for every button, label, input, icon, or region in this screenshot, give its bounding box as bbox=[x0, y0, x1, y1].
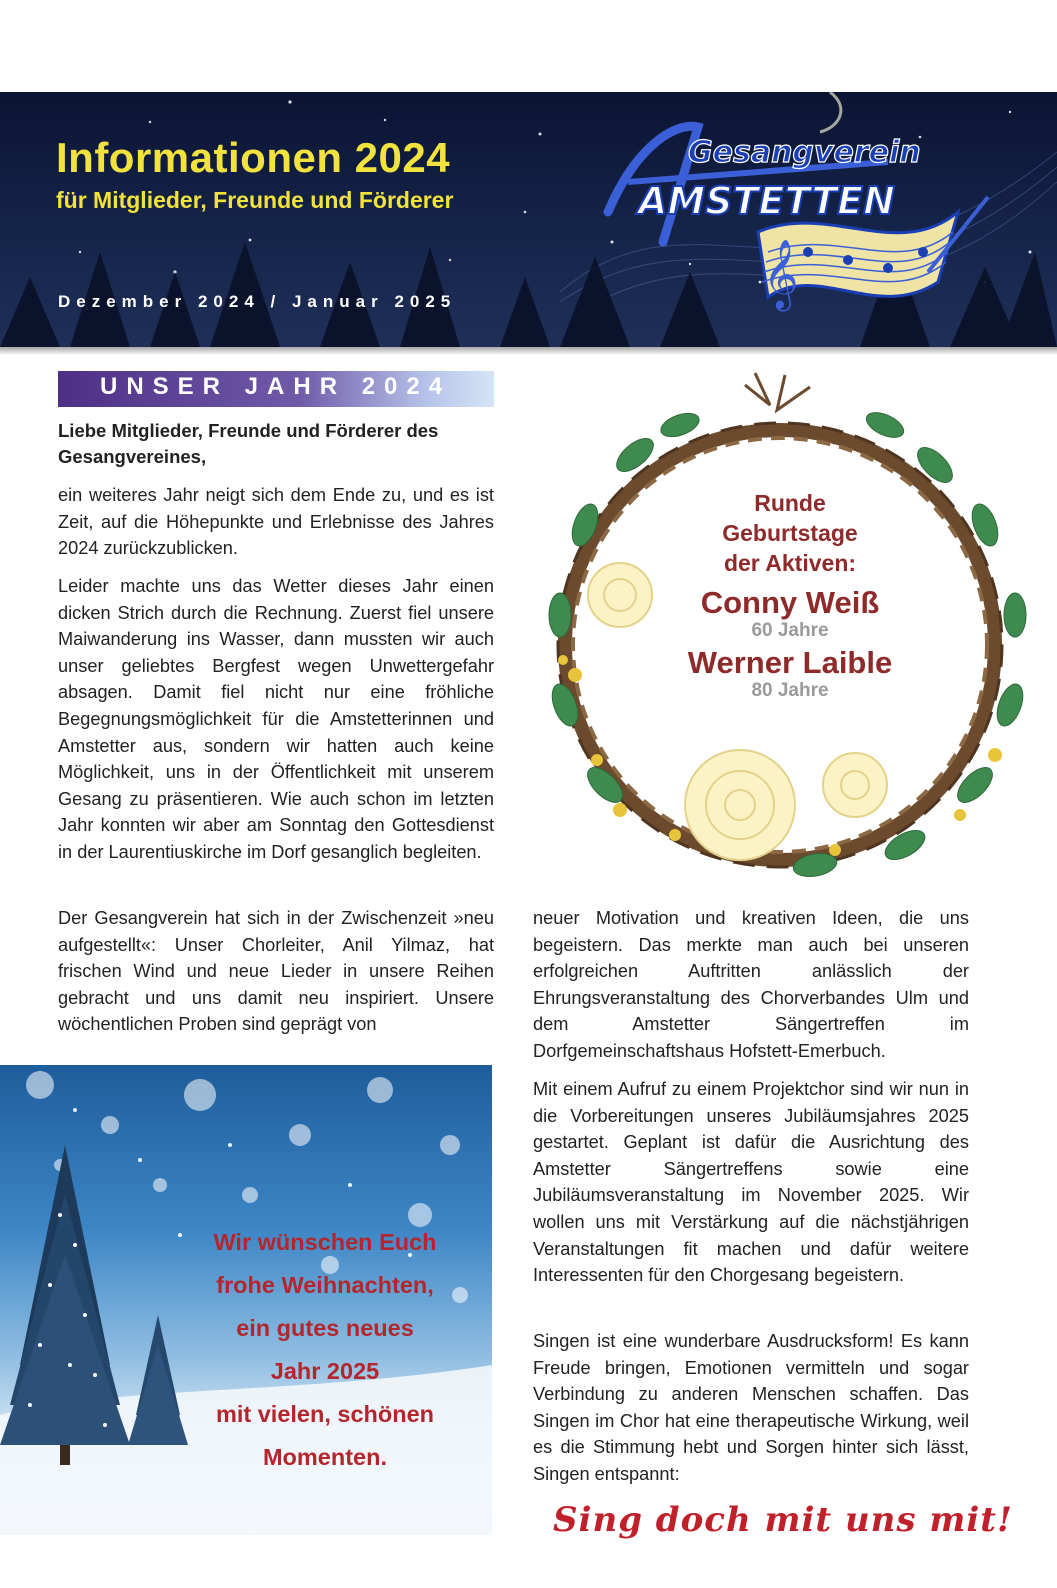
birthday-person-name: Conny Weiß bbox=[700, 585, 880, 620]
section-heading: UNSER JAHR 2024 bbox=[100, 373, 452, 400]
small-tree-icon bbox=[128, 1315, 188, 1445]
birthday-announcement bbox=[645, 488, 935, 702]
birthday-title bbox=[645, 488, 935, 578]
christmas-greeting-line: Wir wünschen Euch bbox=[213, 1229, 437, 1255]
birthday-person-age: 80 Jahre bbox=[751, 680, 829, 701]
christmas-greeting bbox=[190, 1221, 460, 1479]
article-greeting: Liebe Mitglieder, Freunde und Förderer des Gesangvereines, bbox=[58, 420, 439, 467]
winter-image bbox=[0, 1065, 492, 1535]
birthday-person-name: Werner Laible bbox=[687, 645, 893, 680]
header-banner bbox=[0, 92, 1057, 347]
section-heading-bar bbox=[58, 371, 494, 407]
christmas-greeting-line: Jahr 2025 bbox=[270, 1358, 380, 1384]
birthday-person-age: 60 Jahre bbox=[751, 620, 829, 641]
christmas-greeting-line: frohe Weihnachten, bbox=[216, 1272, 434, 1298]
header-subtitle: für Mitglieder, Freunde und Förderer bbox=[56, 187, 454, 213]
header-shadow bbox=[0, 347, 1057, 355]
article-paragraph-1: ein weiteres Jahr neigt sich dem Ende zu, und es ist Zeit, auf die Höhepunkte und Erlebnisse des Jahres 2024 zurückzublicken. bbox=[58, 485, 494, 559]
birthday-title-line-1: Runde bbox=[754, 490, 826, 516]
logo-bottom-text: AMSTETTEN bbox=[638, 179, 895, 223]
slogan: Sing doch mit uns mit! bbox=[553, 1500, 1013, 1540]
christmas-tree-icon bbox=[0, 1145, 130, 1465]
article-paragraph-3-left: Der Gesangverein hat sich in der Zwischenzeit »neu aufgestellt«: Unser Chorleiter, Anil Yilmaz, hat frischen Wind und neue Lieder in unsere Reihen gebracht und uns damit neu inspiriert. Unsere wöchentlichen Proben sind geprägt von bbox=[58, 908, 494, 1035]
christmas-greeting-line: Momenten. bbox=[262, 1444, 388, 1470]
birthday-title-line-2: Geburtstage bbox=[722, 520, 858, 546]
gesangverein-logo bbox=[568, 102, 998, 317]
header-title: Informationen 2024 bbox=[56, 134, 451, 181]
article-paragraph-2: Leider machte uns das Wetter dieses Jahr einen dicken Strich durch die Rechnung. Zuerst fiel unsere Maiwanderung ins Wasser, dann mussten wir auch unser geliebtes Bergfest wegen Unwettergefahr absagen. Damit fiel nicht nur eine fröhliche Begegnungsmöglichkeit für die Amstetterinnen und Amstetter aus, sondern wir hatten auch keine Möglichkeit, uns in der Öffentlichkeit mit unserem Gesang zu präsentieren. Wie auch schon im letzten Jahr konnten wir aber am Sonntag den Gottesdienst in der Laurentiuskirche im Dorf gesanglich begleiten. bbox=[58, 576, 494, 862]
article-paragraph-3-right: neuer Motivation und kreativen Ideen, die uns begeistern. Das merkte man auch bei unseren erfolgreichen Auftritten anlässlich der Ehrungsveranstaltung des Chorverbandes Ulm und dem Amstetter Sängertreffen im Dorfgemeinschaftshaus Hofstett-Emerbuch. bbox=[533, 908, 969, 1061]
treble-clef-icon: 𝄞 bbox=[763, 239, 799, 309]
logo-top-text: Gesangverein bbox=[688, 135, 921, 170]
christmas-greeting-line: mit vielen, schönen bbox=[215, 1401, 435, 1427]
birthday-title-line-3: der Aktiven: bbox=[723, 550, 857, 576]
article-paragraph-4: Mit einem Aufruf zu einem Projektchor sind wir nun in die Vorbereitungen unseres Jubiläumsjahres 2025 gestartet. Geplant ist dafür die Ausrichtung des Amstetter Sängertreffens sowie eine Jubiläumsveranstaltung im November 2025. Wir wollen uns mit Verstärkung auf die nächstjährigen Veranstaltungen fit machen und dafür weitere Interessenten für den Chorgesang begeistern. bbox=[533, 1079, 969, 1286]
article-paragraph-5: Singen ist eine wunderbare Ausdrucksform! Es kann Freude bringen, Emotionen vermitteln und sogar Verbindung zu anderen Menschen schaffen. Das Singen im Chor hat eine therapeutische Wirkung, weil es die Stimmung hebt und Sorgen hinter sich lässt, Singen entspannt: bbox=[533, 1331, 969, 1484]
header-date: Dezember 2024 / Januar 2025 bbox=[58, 292, 457, 311]
christmas-greeting-line: ein gutes neues bbox=[236, 1315, 414, 1341]
